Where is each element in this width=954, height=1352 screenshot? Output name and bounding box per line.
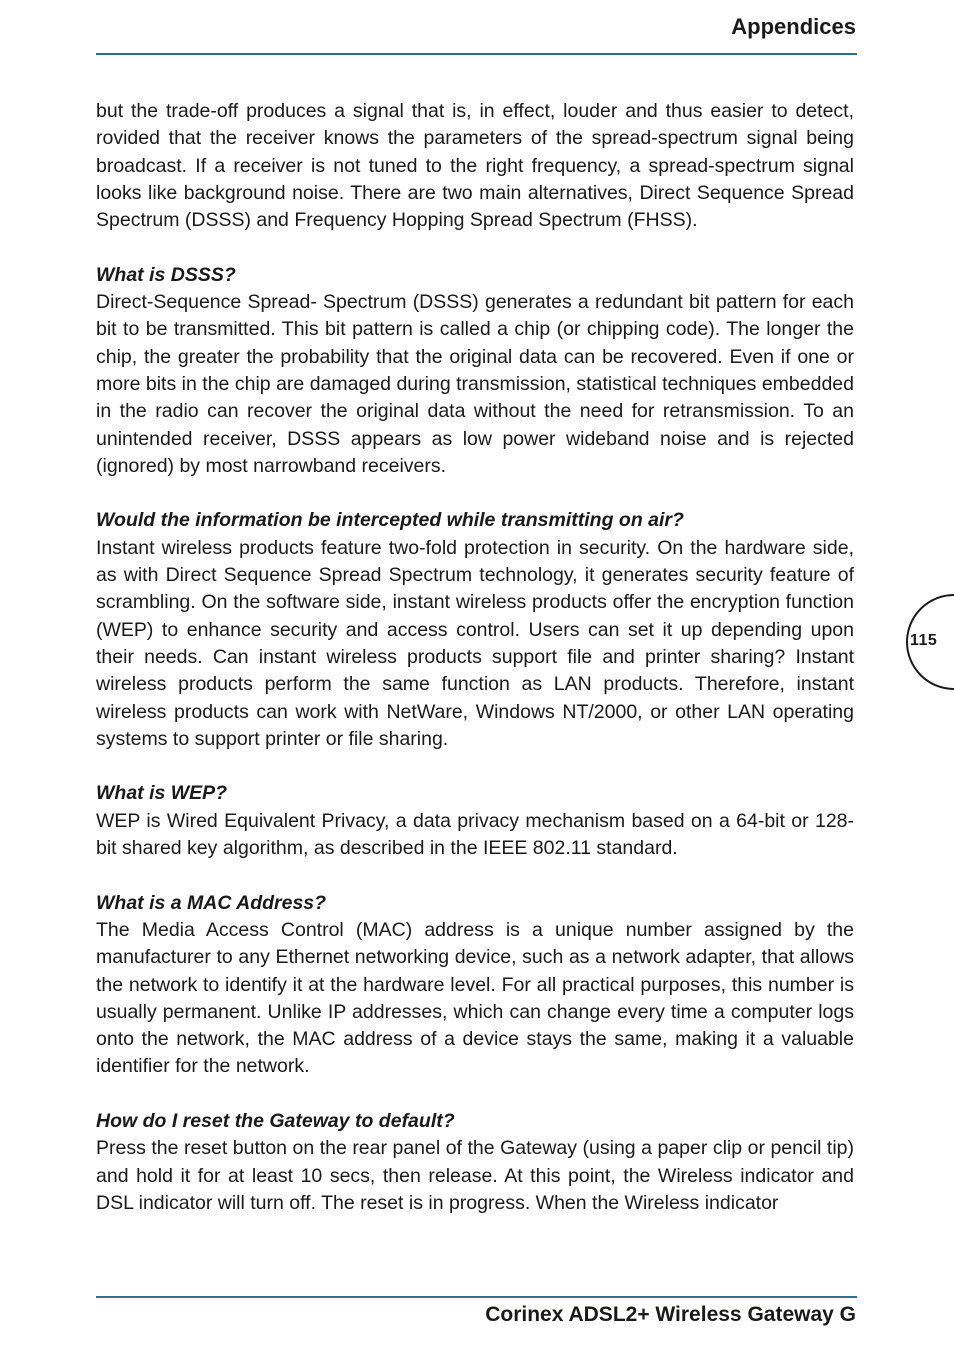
wep-paragraph: WEP is Wired Equivalent Privacy, a data privacy mechanism based on a 64-bit or 128-bit shared key algorithm, as described in the IEEE 802.11 standard.: [96, 809, 854, 860]
page-body: [96, 98, 854, 1217]
header-divider: [96, 53, 857, 55]
section-gap: [96, 753, 854, 780]
heading-what-is-dsss: What is DSSS?: [96, 263, 236, 286]
section-gap: [96, 862, 854, 889]
footer-divider: [96, 1296, 857, 1298]
page-number: 115: [910, 632, 938, 649]
dsss-paragraph: Direct-Sequence Spread- Spectrum (DSSS) generates a redundant bit pattern for each bit to be transmitted. This bit pattern is called a chip (or chipping code). The longer the chip, the greater the probability that the original data can be recovered. Even if one or more bits in the chip are damaged during transmission, statistical techniques embedded in the radio can recover the original data without the need for retransmission. To an unintended receiver, DSSS appears as low power wideband noise and is rejected (ignored) by most narrowband receivers.: [96, 291, 854, 477]
section-gap: [96, 480, 854, 507]
heading-what-is-wep: What is WEP?: [96, 782, 228, 805]
intro-paragraph: but the trade-off produces a signal that is, in effect, louder and thus easier to detect, rovided that the receiver knows the parameters of the spread-spectrum signal being broadcast. If a receiver is not tuned to the right frequency, a spread-spectrum signal looks like background noise. There are two main alternatives, Direct Sequence Spread Spectrum (DSSS) and Frequency Hopping Spread Spectrum (FHSS).: [96, 100, 854, 232]
reset-gateway-paragraph: Press the reset button on the rear panel of the Gateway (using a paper clip or pencil tip) and hold it for at least 10 secs, then release. At this point, the Wireless indicator and DSL indicator will turn off. The reset is in progress. When the Wireless indicator: [96, 1137, 854, 1214]
interception-paragraph: Instant wireless products feature two-fold protection in security. On the hardware side, as with Direct Sequence Spread Spectrum technology, it generates security feature of scrambling. On the software side, instant wireless products offer the encryption function (WEP) to enhance security and access control. Users can set it up depending upon their needs. Can instant wireless products support file and printer sharing? Instant wireless products perform the same function as LAN products. Therefore, instant wireless products can work with NetWare, Windows NT/2000, or other LAN operating systems to support printer or file sharing.: [96, 536, 854, 750]
running-header-title: Appendices: [731, 14, 856, 39]
mac-address-paragraph: The Media Access Control (MAC) address is a unique number assigned by the manufacturer to any Ethernet networking device, such as a network adapter, that allows the network to identify it at the hardware level. For all practical purposes, this number is usually permanent. Unlike IP addresses, which can change every time a computer logs onto the network, the MAC address of a device stays the same, making it a valuable identifier for the network.: [96, 918, 854, 1078]
heading-mac-address: What is a MAC Address?: [96, 891, 327, 914]
section-gap: [96, 1081, 854, 1108]
section-gap: [96, 234, 854, 261]
heading-interception: Would the information be intercepted while transmitting on air?: [96, 509, 684, 532]
running-footer-title: Corinex ADSL2+ Wireless Gateway G: [485, 1303, 856, 1326]
heading-reset-gateway: How do I reset the Gateway to default?: [96, 1109, 455, 1132]
